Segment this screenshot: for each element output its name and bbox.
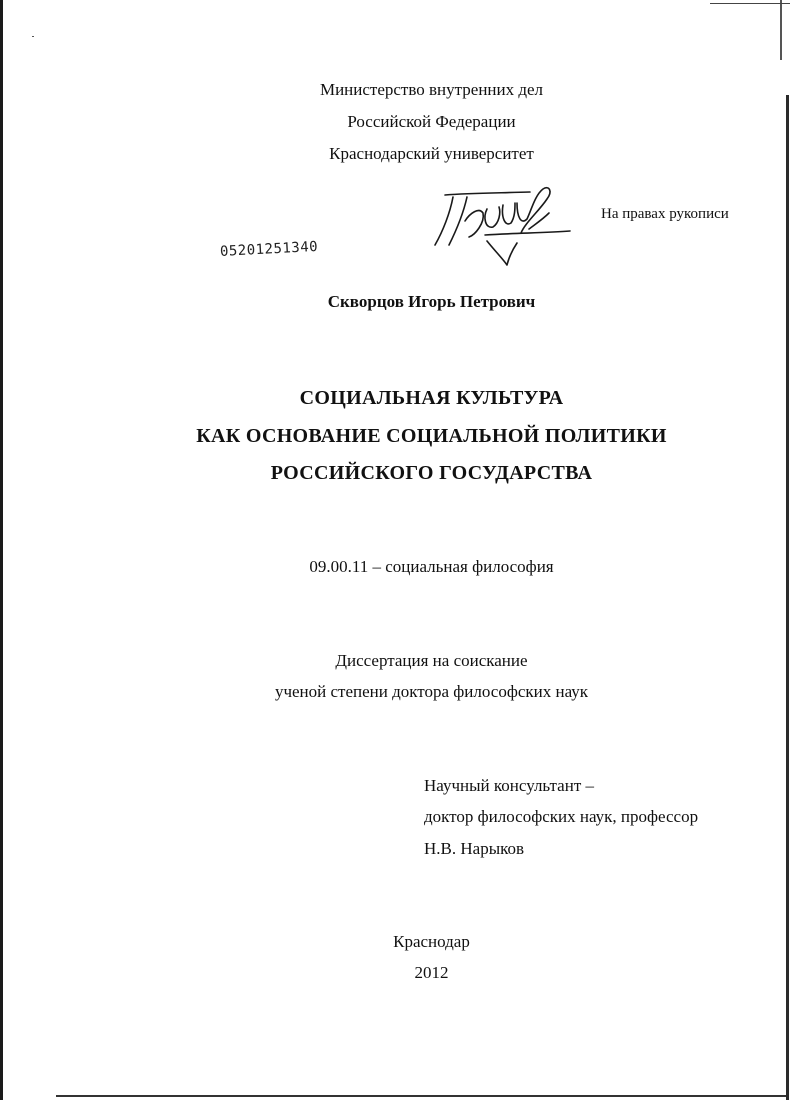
scan-border-top bbox=[710, 3, 790, 4]
signature-image bbox=[425, 183, 575, 273]
manuscript-rights-note: На правах рукописи bbox=[601, 206, 729, 222]
scan-speck bbox=[32, 36, 34, 37]
title-line-3: РОССИЙСКОГО ГОСУДАРСТВА bbox=[270, 462, 593, 484]
consultant-degree: доктор философских наук, профессор bbox=[424, 807, 699, 826]
degree-line-2: ученой степени доктора философских наук bbox=[274, 682, 589, 701]
consultant-label: Научный консультант – bbox=[424, 776, 594, 795]
library-inventory-number: 05201251340 bbox=[219, 238, 319, 260]
title-line-1: СОЦИАЛЬНАЯ КУЛЬТУРА bbox=[299, 387, 564, 409]
scan-border-right-top bbox=[780, 0, 782, 60]
ministry-line-2: Российской Федерации bbox=[347, 112, 516, 131]
scan-border-bottom bbox=[56, 1095, 786, 1097]
consultant-name: Н.В. Нарыков bbox=[424, 839, 525, 858]
title-line-2: КАК ОСНОВАНИЕ СОЦИАЛЬНОЙ ПОЛИТИКИ bbox=[196, 425, 667, 447]
city: Краснодар bbox=[393, 932, 470, 951]
author-name: Скворцов Игорь Петрович bbox=[327, 292, 536, 311]
degree-line-1: Диссертация на соискание bbox=[335, 651, 528, 670]
specialty-code: 09.00.11 – социальная философия bbox=[309, 557, 554, 576]
year: 2012 bbox=[414, 963, 449, 982]
university-name: Краснодарский университет bbox=[329, 144, 534, 163]
ministry-line-1: Министерство внутренних дел bbox=[319, 80, 544, 99]
